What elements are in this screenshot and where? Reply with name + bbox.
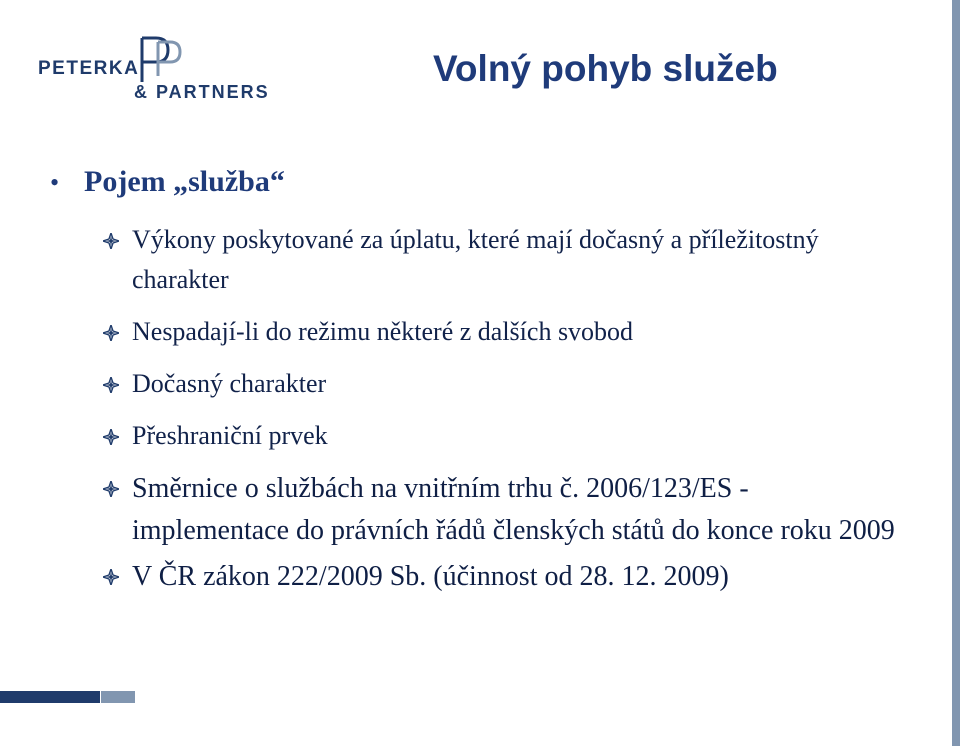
sub-bullet-item bbox=[103, 220, 903, 300]
sub-bullet-text: V ČR zákon 222/2009 Sb. (účinnost od 28. 12. 2009) bbox=[132, 561, 729, 592]
four-petal-diamond-icon bbox=[103, 233, 119, 249]
sub-bullet-text: Dočasný charakter bbox=[132, 369, 327, 398]
sub-bullet-text: Nespadají-li do režimu některé z dalších svobod bbox=[132, 317, 634, 346]
four-petal-diamond-icon bbox=[103, 481, 119, 497]
sub-bullet-text: Směrnice o službách na vnitřním trhu č. 2006/123/ES - implementace do právních řádů členských států do konce roku 2009 bbox=[132, 473, 895, 546]
sub-bullet-item bbox=[103, 416, 903, 456]
sub-bullet-item bbox=[103, 364, 903, 404]
sub-bullet-text: Přeshraniční prvek bbox=[132, 421, 328, 450]
main-bullet bbox=[50, 165, 285, 199]
four-petal-diamond-icon bbox=[103, 569, 119, 585]
round-bullet-icon: • bbox=[50, 168, 60, 197]
main-bullet-label: Pojem „služba“ bbox=[84, 165, 285, 198]
slide-title: Volný pohyb služeb bbox=[433, 48, 778, 89]
four-petal-diamond-icon bbox=[103, 429, 119, 445]
sub-bullet-item bbox=[103, 312, 903, 352]
sub-bullet-item bbox=[103, 468, 903, 552]
footer-bar-light-segment bbox=[101, 691, 135, 703]
four-petal-diamond-icon bbox=[103, 377, 119, 393]
sub-bullet-text: Výkony poskytované za úplatu, které mají dočasný a příležitostný charakter bbox=[132, 225, 819, 294]
company-logo bbox=[38, 36, 278, 104]
logo-name-text: PETERKA bbox=[38, 58, 140, 79]
footer-bar-dark-segment bbox=[0, 691, 100, 703]
right-edge-bar bbox=[952, 0, 960, 746]
sub-bullet-item bbox=[103, 556, 903, 597]
pp-monogram-icon bbox=[138, 36, 218, 86]
sub-bullet-list bbox=[103, 220, 903, 597]
logo-partners-text: & PARTNERS bbox=[134, 82, 270, 102]
four-petal-diamond-icon bbox=[103, 325, 119, 341]
